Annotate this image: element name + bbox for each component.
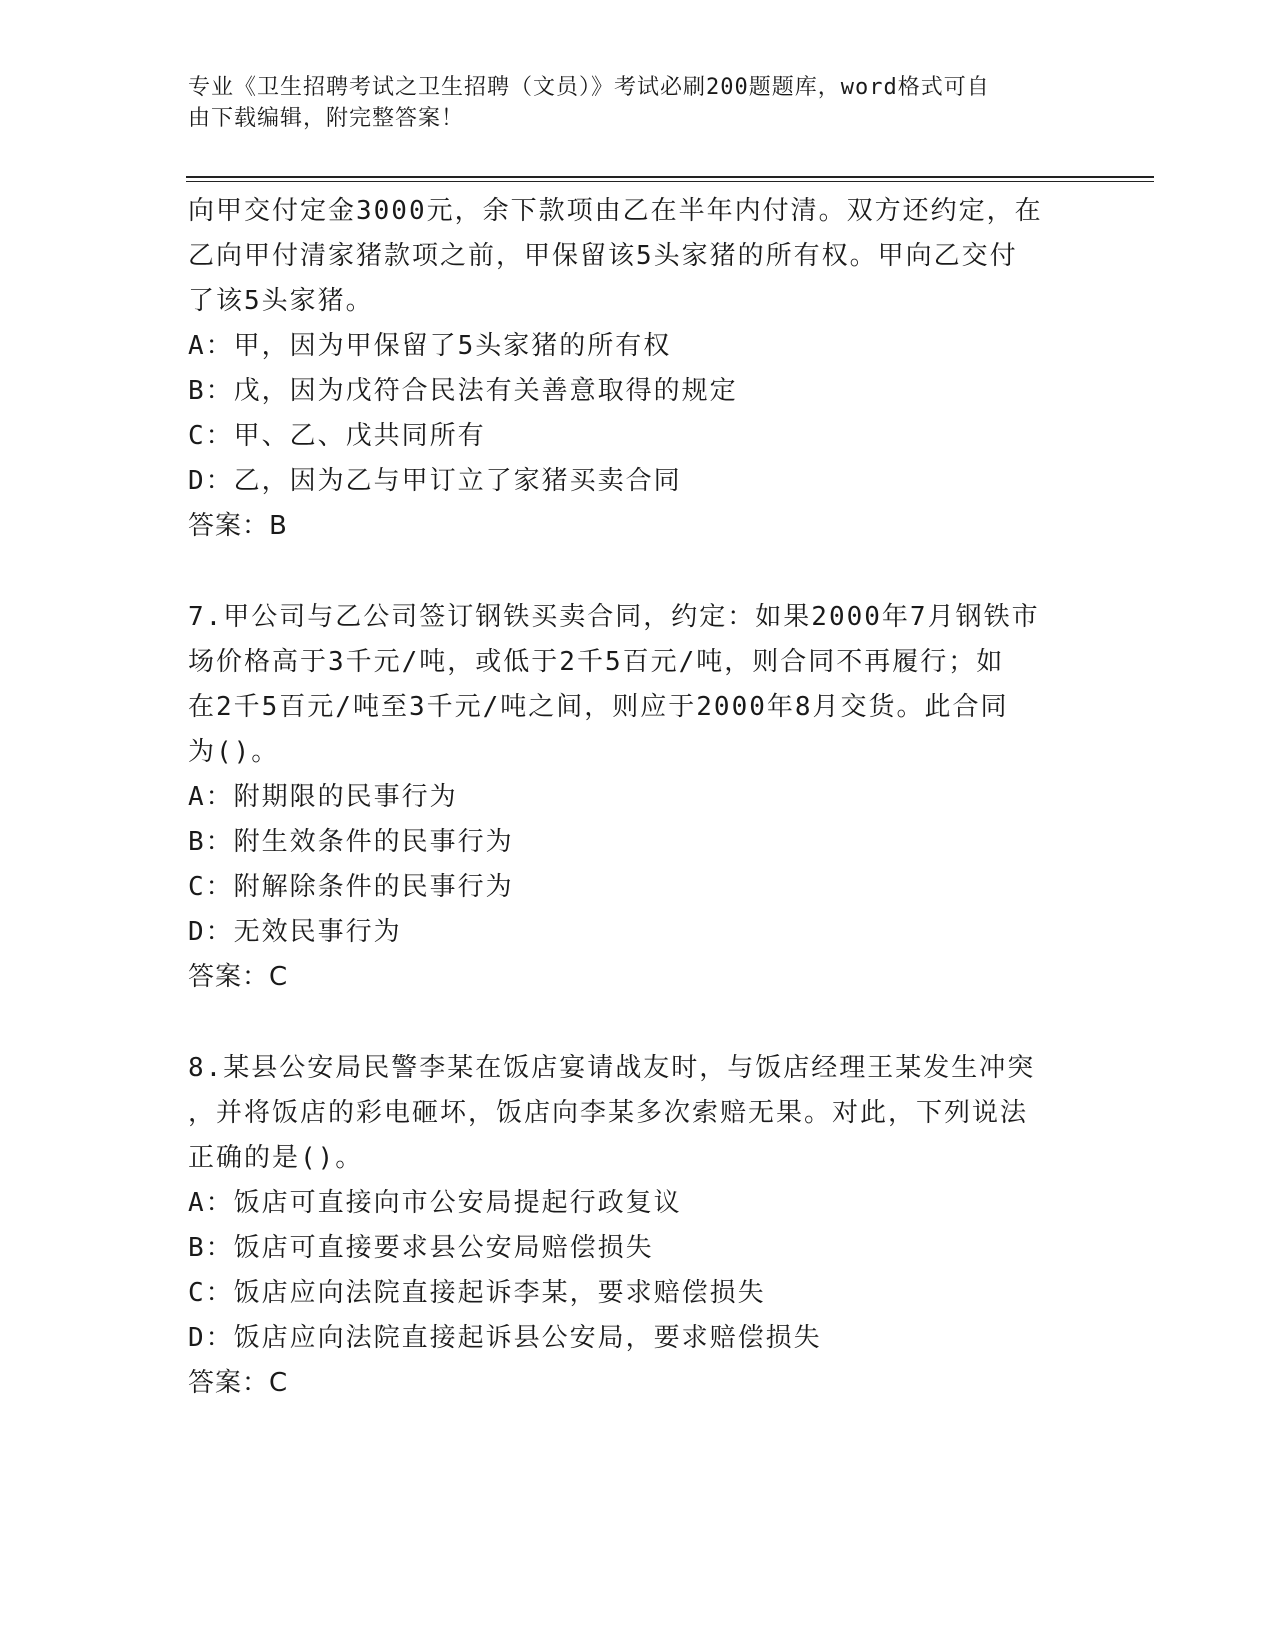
header-line-1: 专业《卫生招聘考试之卫生招聘（文员）》考试必刷200题题库，word格式可自	[188, 75, 990, 100]
header-divider	[186, 176, 1154, 182]
question-stem-line: 了该5头家猪。	[188, 286, 374, 316]
question-stem-line: 7.甲公司与乙公司签订钢铁买卖合同，约定：如果2000年7月钢铁市	[188, 602, 1040, 632]
option-c: C：饭店应向法院直接起诉李某，要求赔偿损失	[188, 1278, 766, 1308]
question-stem-line: 场价格高于3千元/吨，或低于2千5百元/吨，则合同不再履行；如	[188, 647, 1005, 677]
answer-line: 答案：C	[188, 1368, 289, 1398]
option-d: D：无效民事行为	[188, 917, 402, 947]
question-block	[188, 189, 1068, 549]
option-d: D：乙，因为乙与甲订立了家猪买卖合同	[188, 466, 682, 496]
question-stem-line: 在2千5百元/吨至3千元/吨之间，则应于2000年8月交货。此合同	[188, 692, 1009, 722]
option-a: A：饭店可直接向市公安局提起行政复议	[188, 1188, 682, 1218]
option-d: D：饭店应向法院直接起诉县公安局，要求赔偿损失	[188, 1323, 822, 1353]
option-b: B：附生效条件的民事行为	[188, 827, 514, 857]
option-c: C：甲、乙、戊共同所有	[188, 421, 486, 451]
option-c: C：附解除条件的民事行为	[188, 872, 514, 902]
header-line-2: 由下载编辑，附完整答案！	[188, 106, 465, 131]
question-stem-line: 乙向甲付清家猪款项之前，甲保留该5头家猪的所有权。甲向乙交付	[188, 241, 1018, 271]
option-b: B：戊，因为戊符合民法有关善意取得的规定	[188, 376, 738, 406]
answer-line: 答案：B	[188, 511, 288, 541]
question-stem-line: 8.某县公安局民警李某在饭店宴请战友时，与饭店经理王某发生冲突	[188, 1053, 1036, 1083]
answer-line: 答案：C	[188, 962, 289, 992]
question-stem-line: ，并将饭店的彩电砸坏，饭店向李某多次索赔无果。对此，下列说法	[188, 1098, 1029, 1128]
question-list	[188, 189, 1068, 1406]
question-stem-line: 为()。	[188, 737, 280, 767]
question-stem-line: 正确的是()。	[188, 1143, 364, 1173]
option-b: B：饭店可直接要求县公安局赔偿损失	[188, 1233, 654, 1263]
question-stem-line: 向甲交付定金3000元，余下款项由乙在半年内付清。双方还约定，在	[188, 196, 1043, 226]
page-header	[188, 72, 1068, 134]
question-block	[188, 1046, 1068, 1406]
option-a: A：甲，因为甲保留了5头家猪的所有权	[188, 331, 672, 361]
question-block	[188, 595, 1068, 1000]
option-a: A：附期限的民事行为	[188, 782, 458, 812]
